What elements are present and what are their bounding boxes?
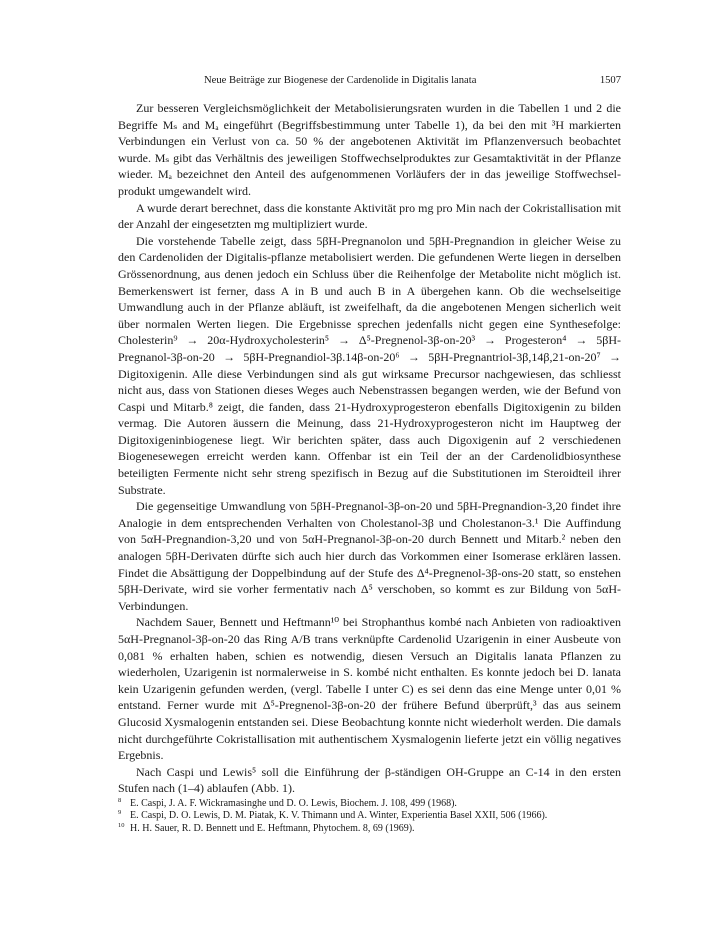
paragraph: Nachdem Sauer, Bennett und Heftmann¹⁰ bei Strophanthus kombé nach Anbieten von radioaktiven 5αH-Pregnanol-3β-on-20 das Ring A/B trans verknüpfte Cardenolid Uzarigenin in einer Ausbeute von 0,081 % erhalten haben, schien es notwendig, diesen Versuch an Digitalis lanata Pflanzen zu wiederholen, Uzarigenin ist normalerweise in S. kombé nicht enthalten. Es konnte jedoch bei D. lanata kein Uzarigenin gefunden werden, (vergl. Tabelle I unter C) es sei denn das eine Menge unter 0,01 % entstand. Ferner wurde mit Δ⁵-Pregnenol-3β-on-20 der frühere Befund überprüft,³ das aus seinem Glucosid Xysmalogenin entstanden sei. Diese Beobachtung konnte nicht wiederholt werden. Die damals nicht durchgeführte Cokristallisation mit authentischem Xysmalogenin lieferte jetzt ein völlig negatives Ergebnis.	[118, 615, 621, 763]
paragraph: Die vorstehende Tabelle zeigt, dass 5βH-Pregnanolon und 5βH-Pregnandion in gleicher Weise zu den Cardenoliden der Digitalis-pflanze metabolisiert werden. Die gefundenen Werte liegen in derselben Grössenordnung, aus denen jedoch ein Schluss über die Reihenfolge der Metabolite nicht möglich ist. Bemerkenswert ist ferner, dass A in B und auch B in A übergehen kann. Ob die wechselseitige Umwandlung auch in der Pflanze abläuft, ist zweifelhaft, da die angebotenen Mengen sicherlich weit über normalen Werten liegen. Die Ergebnisse sprechen jedenfalls nicht gegen eine Synthesefolge: Cholesterin⁹ → 20α-Hydroxycholesterin⁵ → Δ⁵-Pregnenol-3β-on-20³ → Progesteron⁴ → 5βH-Pregnanol-3β-on-20 → 5βH-Pregnandiol-3β.14β-on-20⁶ → 5βH-Pregnantriol-3β,14β,21-on-20⁷ → Digitoxigenin. Alle diese Verbindungen sind als gut wirksame Precursor nachgewiesen, das schliesst nicht aus, dass von Stationen dieses Weges auch Nebenstrassen begangen werden, wie der Befund von Caspi und Mitarb.⁸ zeigt, die fanden, dass 21-Hydroxyprogesteron ebenfalls Digitoxigenin zu bilden vermag. Die Autoren äussern die Meinung, dass 21-Hydroxyprogesteron nicht im Hauptweg der Digitoxigeninbiogenese liegt. Wir berichten später, dass auch Digoxigenin auf 2 verschiedenen Biogenesewegen erreicht werden kann. Offenbar ist ein Teil der an der Cardenolidbiosynthese beteiligten Fermente nicht sehr streng spezifisch in Bezug auf die Substitutionen im Steroidteil ihrer Substrate.	[118, 233, 621, 497]
paragraph: Die gegenseitige Umwandlung von 5βH-Pregnanol-3β-on-20 und 5βH-Pregnandion-3,20 findet ihre Analogie in dem entsprechenden Verhalten von Cholestanol-3β und Cholestanon-3.¹ Die Auffindung von 5αH-Pregnandion-3,20 und von 5αH-Pregnanol-3β-on-20 durch Bennett und Mitarb.² neben den analogen 5βH-Derivaten dürfte sich auch hier durch das Vorkommen einer Isomerase erklären lassen. Findet die Absättigung der Doppelbindung auf der Stufe des Δ⁴-Pregnenol-3β-ons-20 statt, so enstehen 5βH-Derivate, wird sie vorher fermentativ nach Δ⁵ verschoben, so kommt es zur Bildung von 5αH-Verbindungen.	[118, 499, 621, 613]
footnote	[118, 810, 621, 822]
footnote	[118, 823, 621, 835]
footnote-text: H. H. Sauer, R. D. Bennett und E. Heftmann, Phytochem. 8, 69 (1969).	[130, 822, 415, 834]
paragraph: Nach Caspi und Lewis⁵ soll die Einführung der β-ständigen OH-Gruppe an C-14 in den ersten Stufen nach (1–4) ablaufen (Abb. 1).	[118, 764, 621, 796]
footnote-text: E. Caspi, D. O. Lewis, D. M. Piatak, K. V. Thimann und A. Winter, Experientia Basel XXII, 506 (1966).	[130, 810, 548, 822]
footnote	[118, 798, 621, 810]
paragraph: Zur besseren Vergleichsmöglichkeit der Metabolisierungsraten wurden in die Tabellen 1 und 2 die Begriffe Mₛ and Mₐ eingeführt (Begriffsbestimmung unter Tabelle 1), da bei den mit ³H markierten Verbindungen ein Verlust von ca. 50 % der angebotenen Aktivität im Pflanzenversuch beobachtet wurde. Mₛ gibt das Verhältnis des jeweiligen Stoffwechselproduktes zur Gesamtaktivität in der Pflanze wieder. Mₐ bezeichnet den Anteil des aufgenommenen Vorläufers der in das jeweilige Stoffwechsel-produkt umgewandelt wird.	[118, 101, 621, 198]
footnotes	[118, 798, 621, 835]
footnote-mark: 10	[118, 821, 125, 829]
page-number: 1507	[599, 75, 621, 86]
footnote-mark: 9	[118, 809, 122, 817]
footnote-text: E. Caspi, J. A. F. Wickramasinghe und D. O. Lewis, Biochem. J. 108, 499 (1968).	[130, 798, 457, 809]
running-title: Neue Beiträge zur Biogenese der Cardenolide in Digitalis lanata	[204, 75, 477, 86]
running-header	[118, 74, 621, 88]
body-text	[118, 100, 621, 797]
paragraph: A wurde derart berechnet, dass die konstante Aktivität pro mg pro Min nach der Cokristallisation mit der Anzahl der eingesetzten mg multipliziert wurde.	[118, 200, 621, 232]
footnote-mark: 8	[118, 797, 122, 804]
